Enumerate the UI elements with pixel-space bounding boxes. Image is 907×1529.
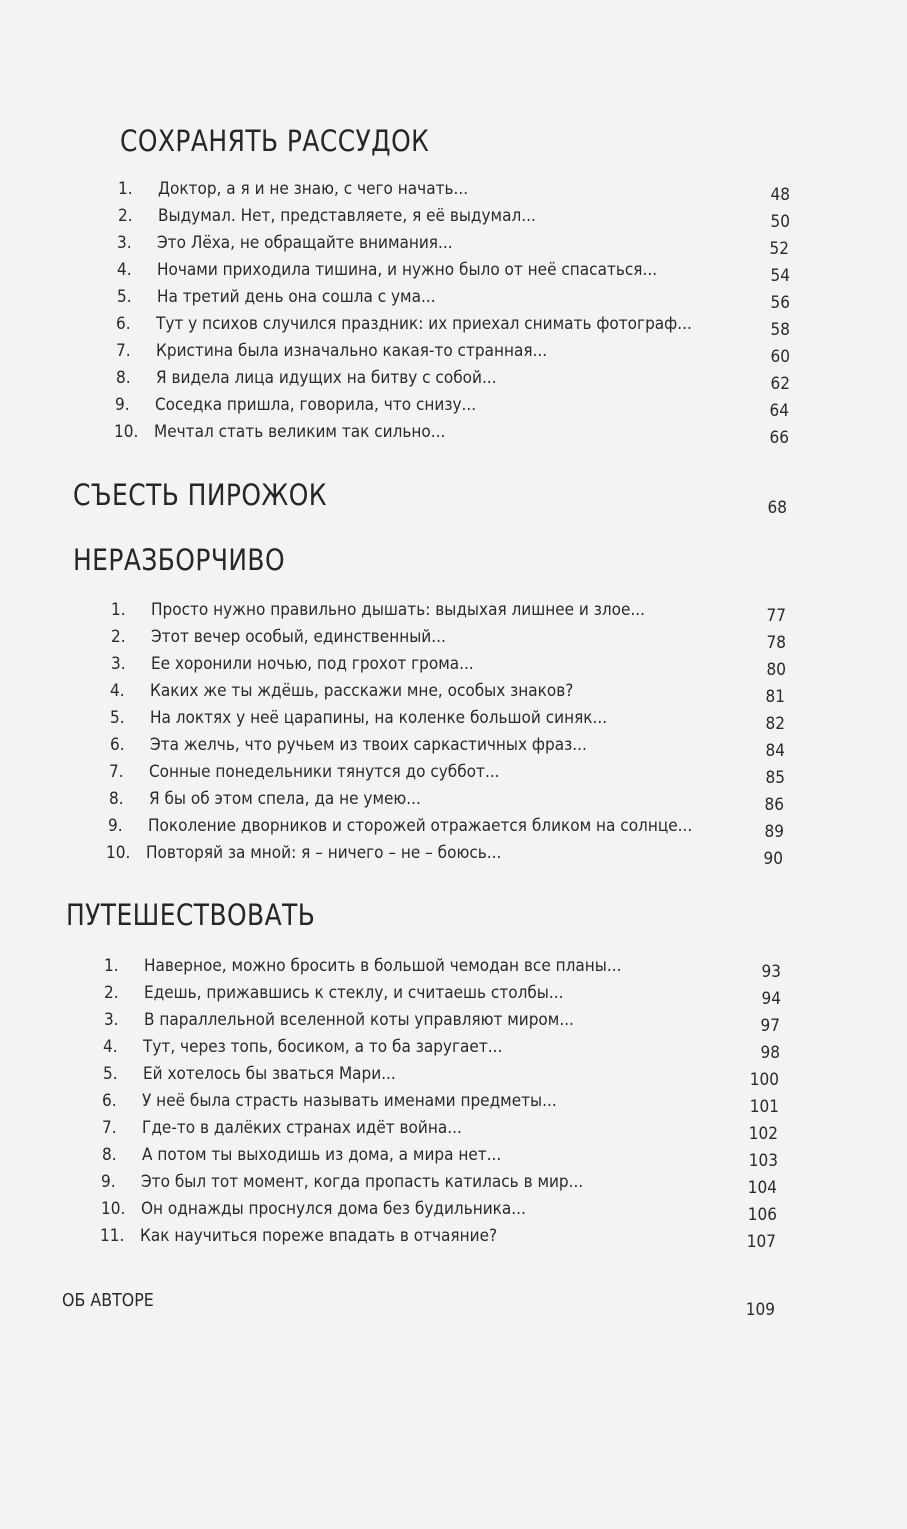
entry-page: 84 xyxy=(765,741,785,761)
toc-entry[interactable] xyxy=(103,1063,779,1089)
entry-title: Доктор, а я и не знаю, с чего начать... xyxy=(158,179,469,199)
entry-number: 4. xyxy=(103,1037,118,1057)
entry-page: 97 xyxy=(760,1016,780,1036)
toc-entry[interactable] xyxy=(110,734,785,760)
entry-title: Кристина была изначально какая-то странная... xyxy=(156,341,548,361)
entry-number: 5. xyxy=(103,1064,118,1084)
entry-title: Просто нужно правильно дышать: выдыхая лишнее и злое... xyxy=(151,600,646,620)
entry-title: Этот вечер особый, единственный... xyxy=(151,627,446,647)
entry-number: 9. xyxy=(101,1172,116,1192)
toc-entry[interactable] xyxy=(110,680,785,706)
toc-entry[interactable] xyxy=(110,707,785,733)
section-title-sanity: СОХРАНЯТЬ РАССУДОК xyxy=(120,124,430,158)
entry-number: 7. xyxy=(116,341,131,361)
entry-number: 9. xyxy=(108,816,123,836)
entry-title: Тут, через топь, босиком, а то ба заругает... xyxy=(143,1037,503,1057)
toc-entry[interactable] xyxy=(101,1171,777,1197)
entry-page: 81 xyxy=(765,687,785,707)
entry-number: 6. xyxy=(102,1091,117,1111)
entry-number: 7. xyxy=(102,1118,117,1138)
entry-title: На локтях у неё царапины, на коленке большой синяк... xyxy=(150,708,608,728)
entry-page: 60 xyxy=(770,347,790,367)
toc-entry[interactable] xyxy=(104,1009,780,1035)
entry-number: 3. xyxy=(104,1010,119,1030)
entry-title: Ее хоронили ночью, под грохот грома... xyxy=(151,654,474,674)
section-title-travel: ПУТЕШЕСТВОВАТЬ xyxy=(66,898,316,932)
entry-page: 94 xyxy=(761,989,781,1009)
entry-number: 7. xyxy=(109,762,124,782)
toc-entry[interactable] xyxy=(106,842,783,868)
about-author-page: 109 xyxy=(745,1300,775,1320)
section-title-pie: СЪЕСТЬ ПИРОЖОК xyxy=(73,478,327,512)
entry-page: 58 xyxy=(770,320,790,340)
entry-title: Каких же ты ждёшь, расскажи мне, особых знаков? xyxy=(150,681,574,701)
entry-page: 64 xyxy=(769,401,789,421)
entry-page: 54 xyxy=(770,266,790,286)
entry-number: 3. xyxy=(117,233,132,253)
entry-page: 52 xyxy=(769,239,789,259)
entry-number: 4. xyxy=(117,260,132,280)
toc-entry[interactable] xyxy=(117,259,790,285)
entry-page: 90 xyxy=(763,849,783,869)
entry-title: Ей хотелось бы зваться Мари... xyxy=(143,1064,396,1084)
entry-title: Мечтал стать великим так сильно... xyxy=(154,422,446,442)
entry-title: Он однажды проснулся дома без будильника... xyxy=(141,1199,526,1219)
entry-page: 89 xyxy=(764,822,784,842)
entry-number: 6. xyxy=(110,735,125,755)
entry-page: 104 xyxy=(747,1178,777,1198)
entry-page: 77 xyxy=(766,606,786,626)
toc-entry[interactable] xyxy=(100,1225,776,1251)
entry-number: 8. xyxy=(109,789,124,809)
entry-number: 3. xyxy=(111,654,126,674)
entry-page: 48 xyxy=(770,185,790,205)
entry-title: Сонные понедельники тянутся до суббот... xyxy=(149,762,500,782)
toc-entry[interactable] xyxy=(116,340,790,366)
entry-page: 93 xyxy=(761,962,781,982)
entry-page: 56 xyxy=(770,293,790,313)
about-author-title: ОБ АВТОРЕ xyxy=(62,1290,154,1311)
toc-entry[interactable] xyxy=(101,1198,777,1224)
entry-page: 62 xyxy=(770,374,790,394)
entry-page: 100 xyxy=(749,1070,779,1090)
entry-number: 5. xyxy=(117,287,132,307)
entry-number: 2. xyxy=(118,206,133,226)
entry-page: 107 xyxy=(746,1232,776,1252)
entry-page: 106 xyxy=(747,1205,777,1225)
toc-entry[interactable] xyxy=(109,761,785,787)
toc-entry[interactable] xyxy=(111,653,786,679)
entry-number: 1. xyxy=(118,179,133,199)
entry-title: Повторяй за мной: я – ничего – не – боюсь... xyxy=(146,843,502,863)
entry-number: 9. xyxy=(115,395,130,415)
entry-page: 98 xyxy=(760,1043,780,1063)
entry-page: 102 xyxy=(748,1124,778,1144)
section-page-pie: 68 xyxy=(767,498,787,518)
toc-entry[interactable] xyxy=(116,313,790,339)
toc-entry[interactable] xyxy=(116,367,790,393)
entry-number: 10. xyxy=(101,1199,126,1219)
entry-page: 101 xyxy=(749,1097,779,1117)
toc-entry[interactable] xyxy=(104,982,781,1008)
entry-page: 50 xyxy=(770,212,790,232)
toc-entry[interactable] xyxy=(102,1117,778,1143)
entry-number: 4. xyxy=(110,681,125,701)
toc-entry[interactable] xyxy=(102,1144,778,1170)
entry-number: 1. xyxy=(104,956,119,976)
entry-number: 10. xyxy=(106,843,131,863)
entry-number: 5. xyxy=(110,708,125,728)
entry-title: Я видела лица идущих на битву с собой... xyxy=(156,368,497,388)
entry-title: Я бы об этом спела, да не умею... xyxy=(149,789,421,809)
toc-entry[interactable] xyxy=(111,599,786,625)
entry-title: Где-то в далёких странах идёт война... xyxy=(142,1118,462,1138)
toc-entry[interactable] xyxy=(111,626,786,652)
entry-number: 2. xyxy=(104,983,119,1003)
entry-number: 11. xyxy=(100,1226,125,1246)
entry-title: Выдумал. Нет, представляете, я её выдумал... xyxy=(158,206,536,226)
toc-entry[interactable] xyxy=(117,286,790,312)
entry-page: 66 xyxy=(769,428,789,448)
entry-title: На третий день она сошла с ума... xyxy=(157,287,436,307)
entry-title: Это был тот момент, когда пропасть катилась в мир... xyxy=(141,1172,584,1192)
entry-page: 78 xyxy=(766,633,786,653)
entry-number: 8. xyxy=(102,1145,117,1165)
toc-entry[interactable] xyxy=(118,178,790,204)
toc-entry[interactable] xyxy=(114,421,789,447)
toc-entry[interactable] xyxy=(118,205,790,231)
toc-entry[interactable] xyxy=(104,955,781,981)
toc-entry[interactable] xyxy=(108,815,784,841)
entry-title: В параллельной вселенной коты управляют миром... xyxy=(144,1010,574,1030)
entry-page: 103 xyxy=(748,1151,778,1171)
toc-entry[interactable] xyxy=(102,1090,779,1116)
entry-title: А потом ты выходишь из дома, а мира нет... xyxy=(142,1145,502,1165)
toc-entry[interactable] xyxy=(103,1036,780,1062)
entry-title: Эта желчь, что ручьем из твоих саркастичных фраз... xyxy=(150,735,587,755)
entry-title: Это Лёха, не обращайте внимания... xyxy=(157,233,453,253)
toc-entry[interactable] xyxy=(117,232,789,258)
entry-title: Поколение дворников и сторожей отражается бликом на солнце... xyxy=(148,816,693,836)
entry-number: 8. xyxy=(116,368,131,388)
entry-title: У неё была страсть называть именами предметы... xyxy=(142,1091,557,1111)
entry-title: Едешь, прижавшись к стеклу, и считаешь столбы... xyxy=(144,983,564,1003)
entry-number: 10. xyxy=(114,422,139,442)
entry-number: 6. xyxy=(116,314,131,334)
entry-page: 82 xyxy=(765,714,785,734)
toc-entry[interactable] xyxy=(115,394,789,420)
entry-page: 80 xyxy=(766,660,786,680)
entry-number: 2. xyxy=(111,627,126,647)
entry-title: Как научиться пореже впадать в отчаяние? xyxy=(140,1226,498,1246)
entry-page: 85 xyxy=(765,768,785,788)
toc-entry[interactable] xyxy=(109,788,784,814)
entry-title: Ночами приходила тишина, и нужно было от неё спасаться... xyxy=(157,260,658,280)
entry-title: Соседка пришла, говорила, что снизу... xyxy=(155,395,477,415)
entry-title: Наверное, можно бросить в большой чемодан все планы... xyxy=(144,956,622,976)
entry-title: Тут у психов случился праздник: их приехал снимать фотограф... xyxy=(156,314,692,334)
section-title-illegible: НЕРАЗБОРЧИВО xyxy=(73,543,286,577)
entry-page: 86 xyxy=(764,795,784,815)
entry-number: 1. xyxy=(111,600,126,620)
